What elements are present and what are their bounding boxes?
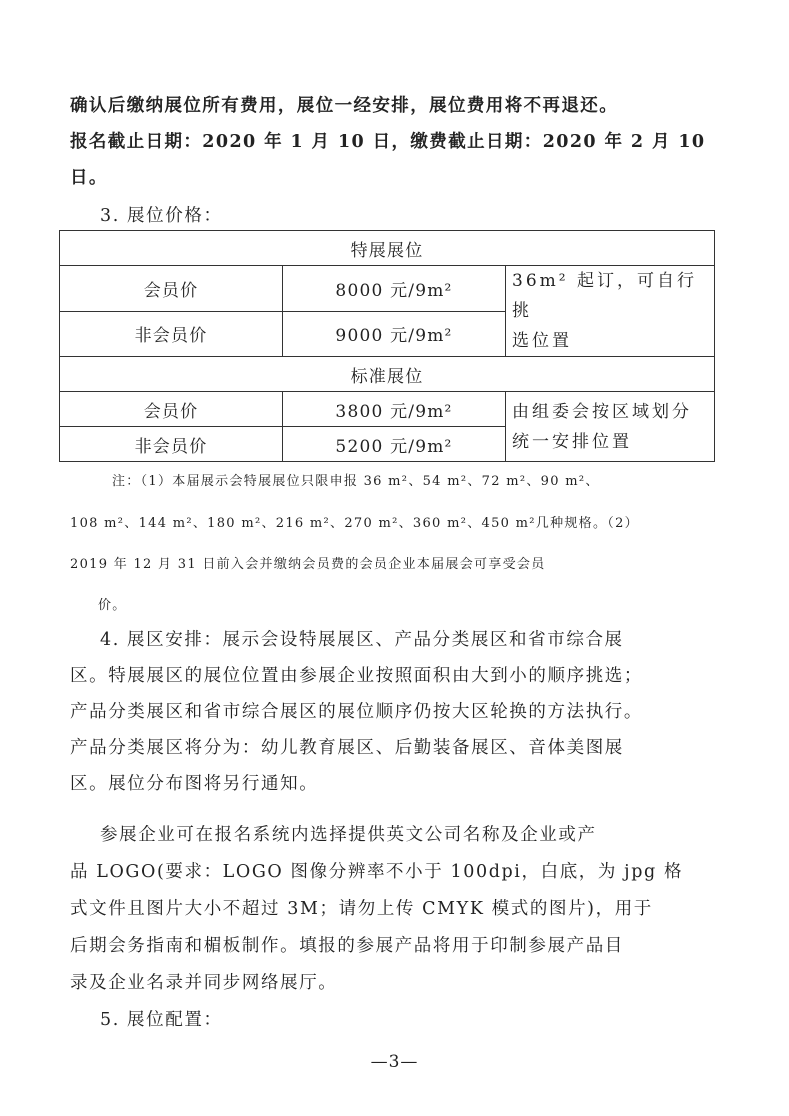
standard-member-label: 会员价 <box>60 392 283 427</box>
section5-title: 5. 展位配置： <box>100 1010 223 1030</box>
section4-line4: 产品分类展区将分为：幼儿教育展区、后勤装备展区、音体美图展 <box>70 738 624 758</box>
standard-desc-line1: 由组委会按区域划分 <box>512 401 692 422</box>
section3-title: 3. 展位价格： <box>100 206 223 226</box>
section4-line2: 区。特展展区的展位位置由参展企业按照面积由大到小的顺序挑选； <box>70 666 643 686</box>
paragraph1-line1: 确认后缴纳展位所有费用，展位一经安排，展位费用将不再退还。 <box>70 96 619 116</box>
price-table <box>59 230 715 462</box>
standard-desc-line2: 统一安排位置 <box>512 431 632 452</box>
standard-description <box>506 392 715 462</box>
special-nonmember-price: 9000 元/9m² <box>283 311 506 357</box>
note-line4: 价。 <box>98 598 127 613</box>
paragraph1-line3: 日。 <box>70 168 108 188</box>
logo-paragraph-line5: 录及企业名录并同步网络展厅。 <box>70 973 338 993</box>
special-nonmember-label: 非会员价 <box>60 311 283 357</box>
section4-line5: 区。展位分布图将另行通知。 <box>70 774 319 794</box>
special-member-price: 8000 元/9m² <box>283 266 506 312</box>
special-desc-line2: 选位置 <box>512 331 572 351</box>
logo-paragraph-line3: 式文件且图片大小不超过 3M；请勿上传 CMYK 模式的图片)，用于 <box>70 899 653 919</box>
section4-line1: 4. 展区安排：展示会设特展展区、产品分类展区和省市综合展 <box>100 630 624 650</box>
section4-line3: 产品分类展区和省市综合展区的展位顺序仍按大区轮换的方法执行。 <box>70 702 643 722</box>
standard-nonmember-label: 非会员价 <box>60 427 283 462</box>
logo-paragraph-line2: 品 LOGO(要求：LOGO 图像分辨率不小于 100dpi，白底，为 jpg 格 <box>70 862 684 882</box>
special-member-label: 会员价 <box>60 266 283 312</box>
standard-heading: 标准展位 <box>60 357 715 392</box>
note-line2: 108 m²、144 m²、180 m²、216 m²、270 m²、360 m²、450 m²几种规格。（2） <box>70 516 639 531</box>
standard-member-price: 3800 元/9m² <box>283 392 506 427</box>
logo-paragraph-line4: 后期会务指南和楣板制作。填报的参展产品将用于印制参展产品目 <box>70 936 624 956</box>
standard-nonmember-price: 5200 元/9m² <box>283 427 506 462</box>
special-description <box>506 266 715 357</box>
logo-paragraph-line1: 参展企业可在报名系统内选择提供英文公司名称及企业或产 <box>100 825 597 845</box>
note-line3: 2019 年 12 月 31 日前入会并缴纳会员费的会员企业本届展会可享受会员 <box>70 557 546 572</box>
special-desc-line1: 36m² 起订，可自行挑 <box>512 271 697 321</box>
note-line1: 注：（1）本届展示会特展展位只限申报 36 m²、54 m²、72 m²、90 m²、 <box>112 474 600 489</box>
special-heading: 特展展位 <box>60 231 715 266</box>
page-number: —3— <box>370 1052 419 1072</box>
paragraph1-line2: 报名截止日期：2020 年 1 月 10 日，缴费截止日期：2020 年 2 月 10 <box>70 132 706 152</box>
